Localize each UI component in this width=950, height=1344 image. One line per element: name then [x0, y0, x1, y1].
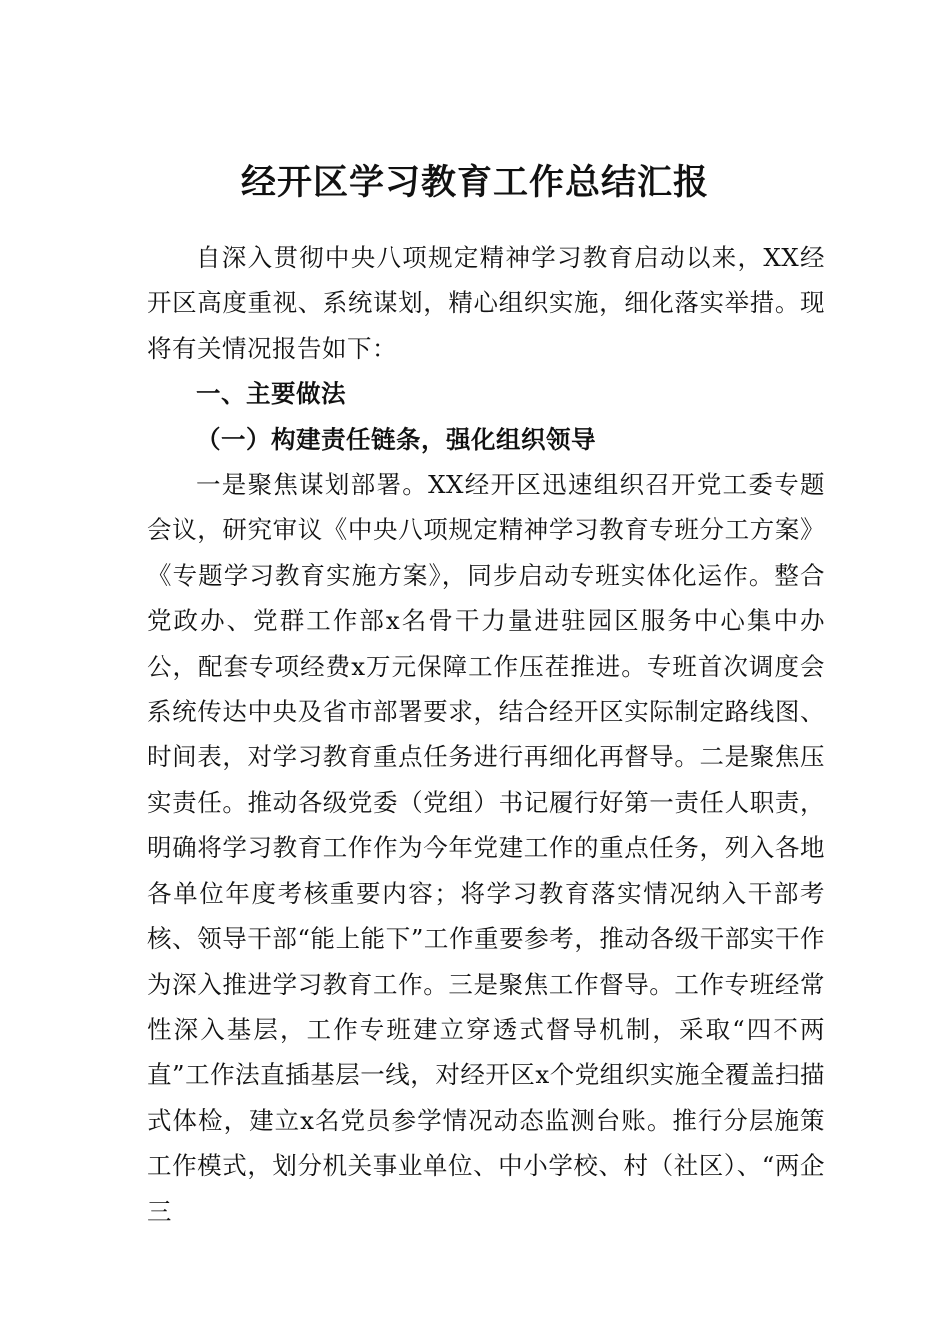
subsection-heading: （一）构建责任链条，强化组织领导 [196, 424, 596, 454]
section-heading: 一、主要做法 [196, 379, 346, 409]
intro-paragraph: 自深入贯彻中央八项规定精神学习教育启动以来，XX经开区高度重视、系统谋划，精心组织实施，细化落实举措。现将有关情况报告如下： [147, 243, 825, 363]
document-title: 经开区学习教育工作总结汇报 [240, 162, 709, 204]
body-paragraph: 一是聚焦谋划部署。XX经开区迅速组织召开党工委专题会议，研究审议《中央八项规定精神学习教育专班分工方案》《专题学习教育实施方案》，同步启动专班实体化运作。整合党政办、党群工作部x名骨干力量进驻园区服务中心集中办公，配套专项经费x万元保障工作压茬推进。专班首次调度会系统传达中央及省市部署要求，结合经开区实际制定路线图、时间表，对学习教育重点任务进行再细化再督导。二是聚焦压实责任。推动各级党委（党组）书记履行好第一责任人职责，明确将学习教育工作作为今年党建工作的重点任务，列入各地各单位年度考核重要内容；将学习教育落实情况纳入干部考核、领导干部“能上能下”工作重要参考，推动各级干部实干作为深入推进学习教育工作。三是聚焦工作督导。工作专班经常性深入基层，工作专班建立穿透式督导机制，采取“四不两直”工作法直插基层一线，对经开区x个党组织实施全覆盖扫描式体检，建立x名党员参学情况动态监测台账。推行分层施策工作模式，划分机关事业单位、中小学校、村（社区）、“两企三 [147, 470, 825, 1226]
document-body [147, 235, 825, 1234]
